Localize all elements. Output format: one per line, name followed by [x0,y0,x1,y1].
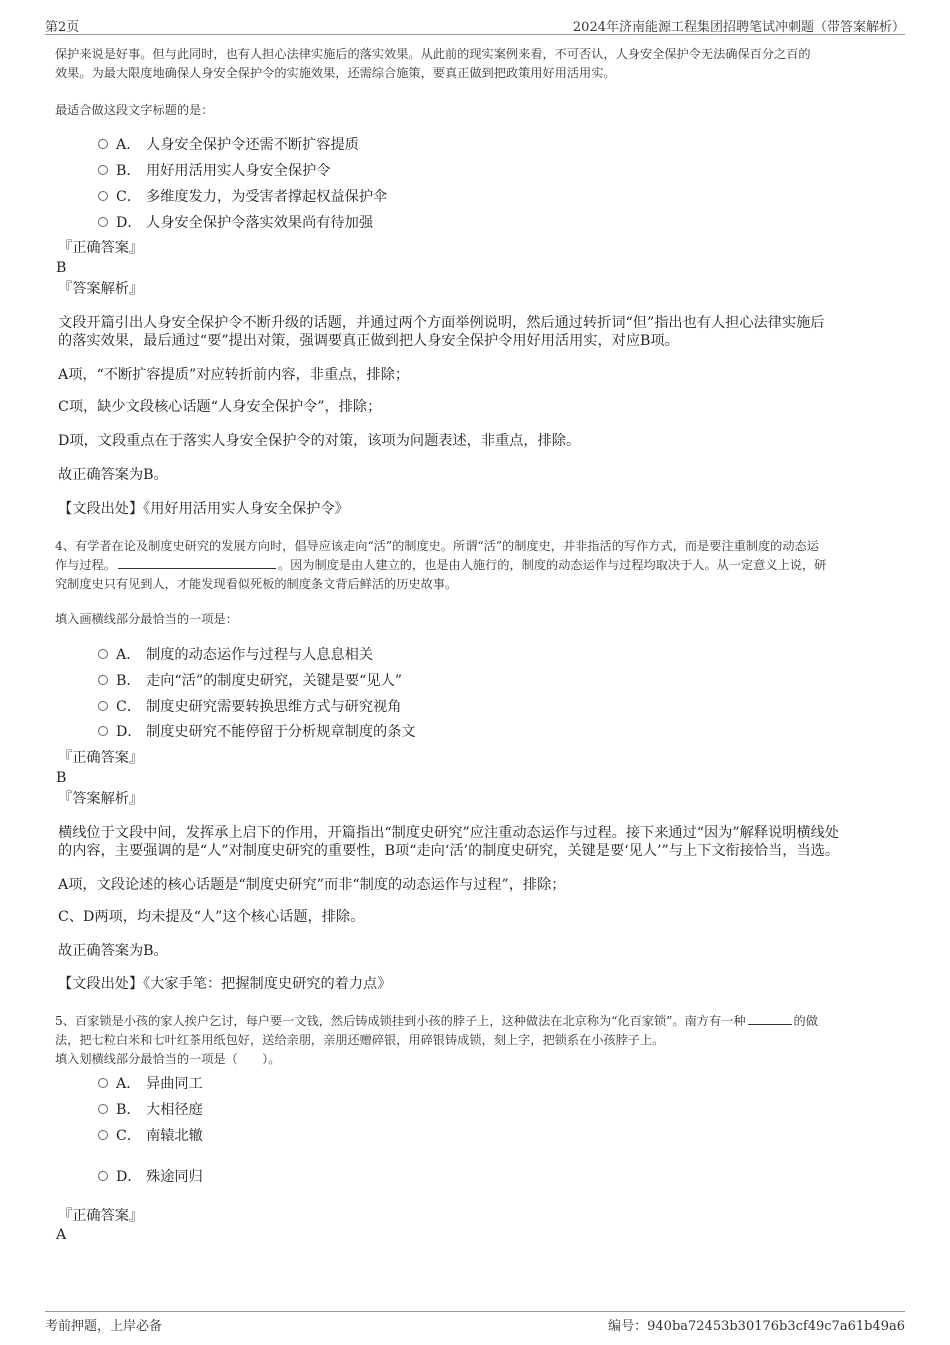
source-title: 《大家手笔：把握制度史研究的着力点》 [143,976,392,992]
q4-prompt: 填入画横线部分最恰当的一项是： [55,612,238,626]
q5-option-a[interactable] [98,1073,203,1093]
q3-option-d[interactable] [98,212,373,232]
q4-passage-text: 。因为制度是由人建立的，也是由人施行的，制度的动态运作与过程均取决于人。从一定意义上说，研 [277,558,827,572]
q5-answer: A [56,1227,67,1243]
q5-option-c[interactable] [98,1125,203,1145]
q4-analysis-line-1a: 横线位于文段中间，发挥承上启下的作用，开篇指出“制度史研究”应注重动态运作与过程。接下来通过“因为”解释说明横线处 [58,825,839,841]
q5-option-d[interactable] [98,1166,203,1186]
radio-icon[interactable] [98,217,108,227]
q5-prompt: 填入划横线部分最恰当的一项是（ ）。 [55,1052,281,1066]
q3-option-c[interactable] [98,186,387,206]
q3-conclusion: 故正确答案为B。 [58,467,168,483]
q3-analysis-label: 『答案解析』 [58,281,144,297]
q4-analysis-option-a: A项，文段论述的核心话题是“制度史研究”而非“制度的动态运作与过程”，排除； [58,877,566,893]
option-key: C． [116,1128,142,1144]
q4-option-c[interactable] [98,696,401,716]
radio-icon[interactable] [98,1078,108,1088]
q4-passage-line-1: 4、有学者在论及制度史研究的发展方向时，倡导应该走向“活”的制度史。所谓“活”的制度史，并非指活的写作方式，而是要注重制度的动态运 [55,539,819,553]
q5-passage-text: 5、百家锁是小孩的家人挨户乞讨，每户要一文钱，然后铸成锁挂到小孩的脖子上，这种做法在北京称为“化百家锁”。南方有一种 [55,1014,746,1028]
q5-passage-text: 的做 [793,1014,818,1028]
option-text: 走向“活”的制度史研究，关键是要“见人” [146,673,403,689]
option-key: C． [116,699,142,715]
option-key: D． [116,215,142,231]
q3-option-a[interactable] [98,134,359,154]
q4-source [58,975,391,994]
option-text: 人身安全保护令落实效果尚有待加强 [146,215,374,231]
option-text: 殊途同归 [146,1169,203,1185]
option-key: D． [116,1169,142,1185]
option-key: C． [116,189,142,205]
radio-icon[interactable] [98,649,108,659]
source-label: 【文段出处】 [58,501,144,517]
q3-analysis-option-d: D项，文段重点在于落实人身安全保护令的对策，该项为问题表述，非重点，排除。 [58,433,581,449]
radio-icon[interactable] [98,191,108,201]
q5-blank [748,1012,792,1025]
q3-passage-line-2: 效果。为最大限度地确保人身安全保护令的实施效果，还需综合施策，要真正做到把政策用好用活用实。 [55,66,616,80]
q5-passage-line-1 [55,1012,818,1031]
q3-analysis-line-1b: 的落实效果，最后通过“要”提出对策，强调要真正做到把人身安全保护令用好用活用实，对应B项。 [58,333,679,349]
q5-option-b[interactable] [98,1099,203,1119]
radio-icon[interactable] [98,1104,108,1114]
q5-passage-line-2: 法，把七粒白米和七叶红茶用纸包好，送给亲朋，亲朋还赠碎银，用碎银铸成锁，刻上字，把锁系在小孩脖子上。 [55,1033,665,1047]
q4-blank [118,556,276,569]
document-title: 2024年济南能源工程集团招聘笔试冲刺题（带答案解析） [572,20,905,35]
option-key: B． [116,673,141,689]
option-key: A． [116,1076,141,1092]
q3-prompt: 最适合做这段文字标题的是： [55,103,214,117]
q3-answer: B [56,260,67,276]
q3-analysis-option-a: A项，“不断扩容提质”对应转折前内容，非重点，排除； [58,367,410,383]
source-title: 《用好用活用实人身安全保护令》 [143,501,349,517]
q5-answer-label: 『正确答案』 [58,1208,144,1224]
source-label: 【文段出处】 [58,976,144,992]
q4-passage-text: 作与过程。 [55,558,116,572]
radio-icon[interactable] [98,675,108,685]
option-text: 用好用活用实人身安全保护令 [146,163,331,179]
option-text: 异曲同工 [146,1076,203,1092]
option-text: 多维度发力，为受害者撑起权益保护伞 [146,189,388,205]
option-text: 制度史研究不能停留于分析规章制度的条文 [146,724,416,740]
q3-analysis-line-1a: 文段开篇引出人身安全保护令不断升级的话题，并通过两个方面举例说明，然后通过转折词“但”指出也有人担心法律实施后 [58,315,825,331]
radio-icon[interactable] [98,165,108,175]
q4-answer-label: 『正确答案』 [58,750,144,766]
q3-source [58,500,349,519]
q4-analysis-line-1b: 的内容，主要强调的是“人”对制度史研究的重要性，B项“走向‘活’的制度史研究，关键是要‘见人’”与上下文衔接恰当，当选。 [58,843,840,859]
q3-option-b[interactable] [98,160,330,180]
document-id: 编号：940ba72453b30176b3cf49c7a61b49a6 [608,1319,905,1334]
q4-conclusion: 故正确答案为B。 [58,943,168,959]
option-text: 制度史研究需要转换思维方式与研究视角 [146,699,402,715]
q4-passage-line-3: 究制度史只有见到人，才能发现看似死板的制度条文背后鲜活的历史故事。 [55,577,458,591]
radio-icon[interactable] [98,726,108,736]
q4-option-a[interactable] [98,644,373,664]
radio-icon[interactable] [98,701,108,711]
option-text: 大相径庭 [146,1102,203,1118]
q4-analysis-option-cd: C、D两项，均未提及“人”这个核心话题，排除。 [58,909,365,925]
radio-icon[interactable] [98,139,108,149]
q4-answer: B [56,770,67,786]
option-key: A． [116,647,141,663]
option-text: 南辕北辙 [146,1128,203,1144]
option-text: 制度的动态运作与过程与人息息相关 [146,647,374,663]
page-number: 第2页 [45,20,80,35]
radio-icon[interactable] [98,1130,108,1140]
option-key: B． [116,1102,141,1118]
option-key: A． [116,137,141,153]
q3-passage-line-1: 保护来说是好事。但与此同时，也有人担心法律实施后的落实效果。从此前的现实案例来看，不可否认，人身安全保护令无法确保百分之百的 [55,47,811,61]
option-key: D． [116,724,142,740]
q4-option-b[interactable] [98,670,402,690]
option-text: 人身安全保护令还需不断扩容提质 [146,137,359,153]
q4-option-d[interactable] [98,721,416,741]
radio-icon[interactable] [98,1171,108,1181]
q4-analysis-label: 『答案解析』 [58,791,144,807]
q4-passage-line-2 [55,556,826,575]
page-header [45,14,905,35]
q3-analysis-option-c: C项，缺少文段核心话题“人身安全保护令”，排除； [58,399,382,415]
option-key: B． [116,163,141,179]
q3-answer-label: 『正确答案』 [58,240,144,256]
page-footer [45,1311,905,1336]
footer-slogan: 考前押题，上岸必备 [45,1319,163,1334]
